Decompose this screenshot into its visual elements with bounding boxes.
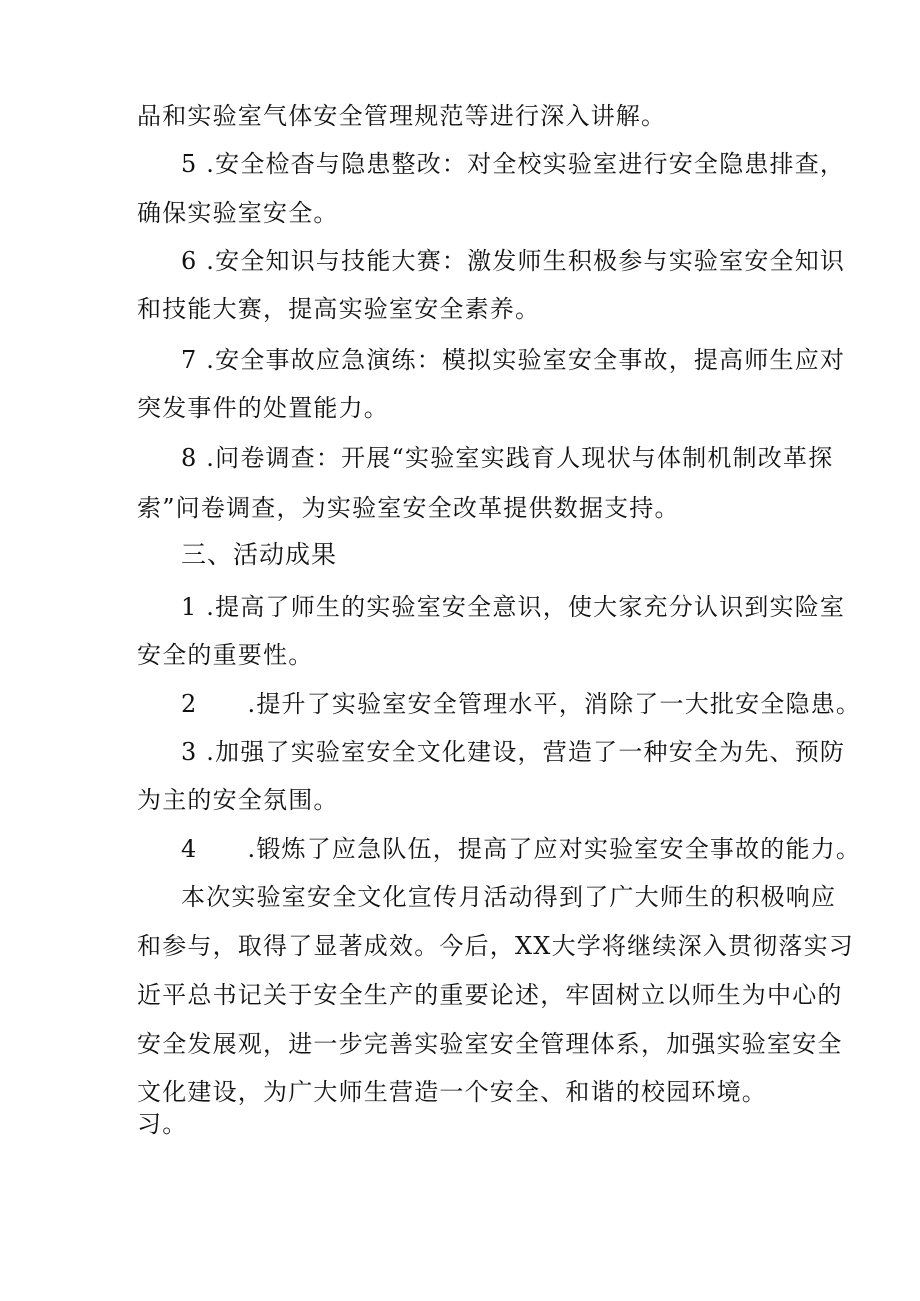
result-item-4-line	[181, 834, 861, 864]
paragraph-line: 品和实验室气体安全管理规范等进行深入讲解。	[137, 102, 667, 130]
list-item-7-line: 7 .安全事故应急演练：模拟实验室安全事故，提高师生应对	[181, 346, 846, 374]
list-item-5-continuation: 确保实验室安全。	[137, 199, 339, 227]
list-item-8-continuation: 索”问卷调查，为实验室安全改革提供数据支持。	[137, 494, 680, 522]
list-item-8-line: 8 .问卷调查：开展“实验室实践育人现状与体制机制改革探	[181, 444, 834, 472]
result-item-4-number: 4	[181, 835, 198, 863]
list-item-6-line: 6 .安全知识与技能大赛：激发师生积极参与实验室安全知识	[181, 247, 846, 275]
result-item-4-text: .锻炼了应急队伍，提高了应对实验室安全事故的能力。	[247, 835, 862, 863]
conclusion-line: 安全发展观，进一步完善实验室安全管理体系，加强实验室安全	[137, 1030, 843, 1058]
list-item-7-continuation: 突发事件的处置能力。	[137, 394, 389, 422]
result-item-2-line	[181, 689, 861, 719]
result-item-3-line: 3 .加强了实验室安全文化建设，营造了一种安全为先、预防	[181, 738, 846, 766]
result-item-3-continuation: 为主的安全氛围。	[137, 786, 339, 814]
conclusion-line: 本次实验室安全文化宣传月活动得到了广大师生的积极响应	[181, 883, 837, 911]
section-heading: 三、活动成果	[181, 540, 338, 569]
list-item-5-line: 5 .安全检杳与隐患整改：对全校实验室进行安全隐患排查，	[181, 150, 846, 178]
list-item-6-continuation: 和技能大赛，提高实验室安全素养。	[137, 295, 541, 323]
stray-fragment: 习。	[137, 1110, 188, 1138]
result-item-1-continuation: 安全的重要性。	[137, 641, 314, 669]
conclusion-line: 和参与，取得了显著成效。今后，XX大学将继续深入贯彻落实习	[137, 932, 854, 960]
result-item-1-line: 1 .提高了师生的实验室安全意识，使大家充分认识到实险室	[181, 593, 846, 621]
result-item-2-text: .提升了实验室安全管理水平，消除了一大批安全隐患。	[247, 690, 862, 718]
result-item-2-number: 2	[181, 690, 198, 718]
conclusion-line: 近平总书记关于安全生产的重要论述，牢固树立以师生为中心的	[137, 981, 843, 1009]
conclusion-line: 文化建设，为广大师生营造一个安全、和谐的校园环境。	[137, 1078, 767, 1106]
